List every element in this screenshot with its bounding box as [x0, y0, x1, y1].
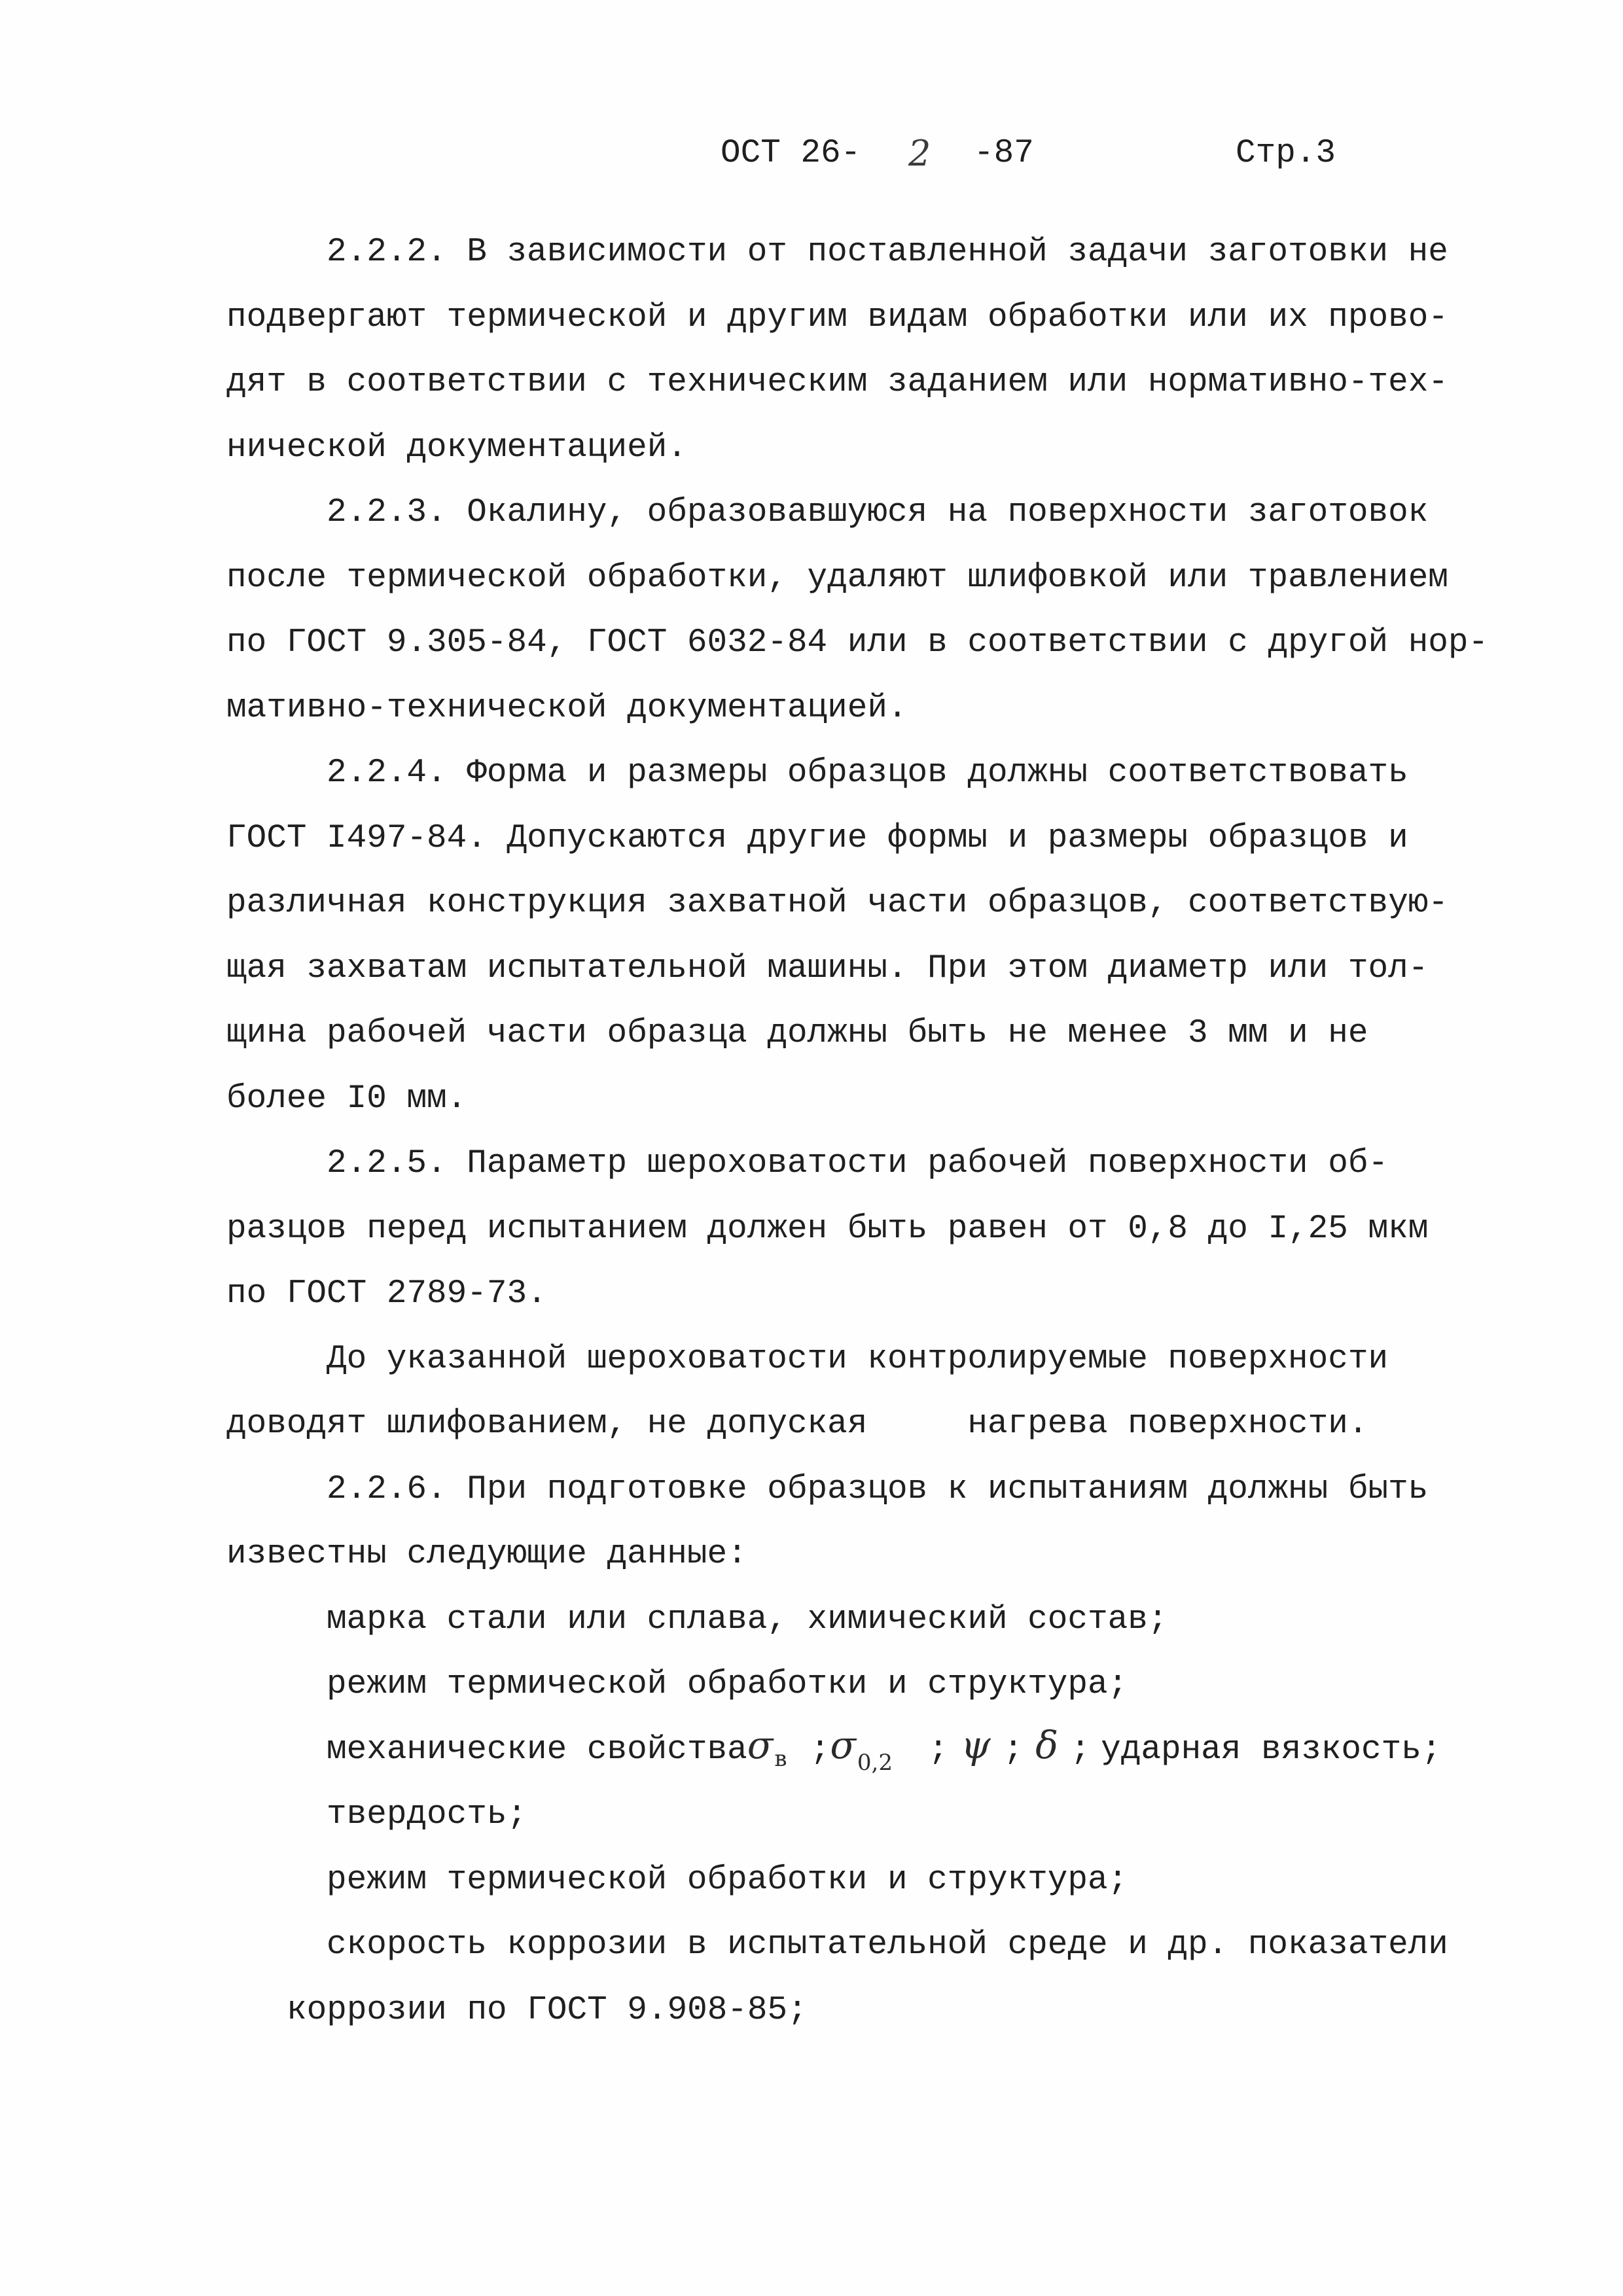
- clause-2-2-5-line-2: разцов перед испытанием должен быть равен от 0,8 до I,25 мкм: [226, 1210, 1429, 1248]
- clause-2-2-2-line-3: дят в соответствии с техническим заданием или нормативно-тех-: [226, 364, 1448, 401]
- separator: ;: [928, 1731, 948, 1769]
- document-body: [226, 220, 1575, 2043]
- sigma-b-glyph: σ: [747, 1722, 774, 1767]
- list-item-heat-treatment: режим термической обработки и структура;: [327, 1666, 1128, 1703]
- list-item-corrosion-line-2: коррозии по ГОСТ 9.908-85;: [287, 1991, 808, 2029]
- list-item-hardness: твердость;: [327, 1796, 527, 1833]
- clause-2-2-3: [226, 480, 1575, 741]
- page-header: [0, 121, 1623, 186]
- roughness-note-line-2-end: нагрева поверхности.: [967, 1405, 1368, 1443]
- separator: ;: [1070, 1731, 1091, 1769]
- clause-2-2-2-line-4: нической документацией.: [226, 429, 687, 467]
- roughness-note-line-2: [226, 1392, 1575, 1457]
- required-data-list: [226, 1587, 1575, 2043]
- clause-2-2-3-line-1: 2.2.3. Окалину, образовавшуюся на поверхности заготовок: [327, 494, 1429, 531]
- clause-2-2-4-line-3: различная конструкция захватной части образцов, соответствую-: [226, 885, 1448, 922]
- clause-2-2-4-line-4: щая захватам испытательной машины. При этом диаметр или тол-: [226, 949, 1429, 987]
- clause-2-2-2-line-2: подвергают термической и другим видам обработки или их прово-: [226, 298, 1448, 336]
- psi-symbol: ψ: [961, 1722, 991, 1767]
- clause-2-2-4: [226, 741, 1575, 1131]
- clause-2-2-4-line-1: 2.2.4. Форма и размеры образцов должны соответствовать: [327, 754, 1408, 792]
- clause-2-2-6-line-2: известны следующие данные:: [226, 1536, 747, 1573]
- clause-2-2-4-line-6: более I0 мм.: [226, 1080, 467, 1118]
- clause-2-2-2: [226, 220, 1575, 480]
- sigma-02-subscript: 0,2: [857, 1749, 893, 1776]
- clause-2-2-3-line-2: после термической обработки, удаляют шлифовкой или травлением: [226, 559, 1448, 597]
- sigma-b-symbol: [747, 1722, 810, 1772]
- clause-2-2-5-line-1: 2.2.5. Параметр шероховатости рабочей поверхности об-: [327, 1145, 1389, 1182]
- standard-code-prefix: ОСТ 26-: [721, 135, 861, 172]
- standard-code-year: -87: [974, 135, 1034, 172]
- roughness-note-line-1: До указанной шероховатости контролируемые поверхности: [327, 1340, 1389, 1378]
- clause-2-2-6-line-1: 2.2.6. При подготовке образцов к испытаниям должны быть: [327, 1470, 1429, 1508]
- sigma-02-glyph: σ: [830, 1722, 856, 1767]
- clause-2-2-5: [226, 1131, 1575, 1327]
- list-item-steel-grade: марка стали или сплава, химический состав;: [327, 1600, 1168, 1638]
- list-item-heat-treatment-repeat: режим термической обработки и структура;: [327, 1861, 1128, 1899]
- separator: ;: [810, 1731, 830, 1769]
- list-item-mechanical-properties: [226, 1718, 1575, 1783]
- sigma-02-symbol: [830, 1722, 928, 1776]
- clause-2-2-3-line-4: мативно-технической документацией.: [226, 689, 908, 727]
- clause-2-2-4-line-5: щина рабочей части образца должны быть не менее 3 мм и не: [226, 1015, 1368, 1052]
- roughness-note: [226, 1327, 1575, 1457]
- delta-symbol: δ: [1035, 1722, 1058, 1767]
- sigma-b-subscript: в: [774, 1745, 787, 1772]
- clause-2-2-4-line-2: ГОСТ I497-84. Допускаются другие формы и размеры образцов и: [226, 819, 1408, 857]
- clause-2-2-5-line-3: по ГОСТ 2789-73.: [226, 1275, 547, 1313]
- list-item-corrosion-line-1: скорость коррозии в испытательной среде и др. показатели: [327, 1926, 1448, 1964]
- clause-2-2-3-line-3: по ГОСТ 9.305-84, ГОСТ 6032-84 или в соответствии с другой нор-: [226, 624, 1489, 662]
- page-number: Стр.3: [1236, 135, 1336, 172]
- clause-2-2-6: [226, 1457, 1575, 1587]
- clause-2-2-2-line-1: 2.2.2. В зависимости от поставленной задачи заготовки не: [327, 234, 1448, 271]
- separator: ;: [1003, 1731, 1024, 1769]
- mechanical-properties-label: механические свойства: [327, 1731, 747, 1769]
- roughness-note-line-2-start: доводят шлифованием, не допуская: [226, 1405, 868, 1443]
- standard-code-number: 2: [908, 133, 931, 174]
- impact-strength-label: ударная вязкость;: [1101, 1731, 1442, 1769]
